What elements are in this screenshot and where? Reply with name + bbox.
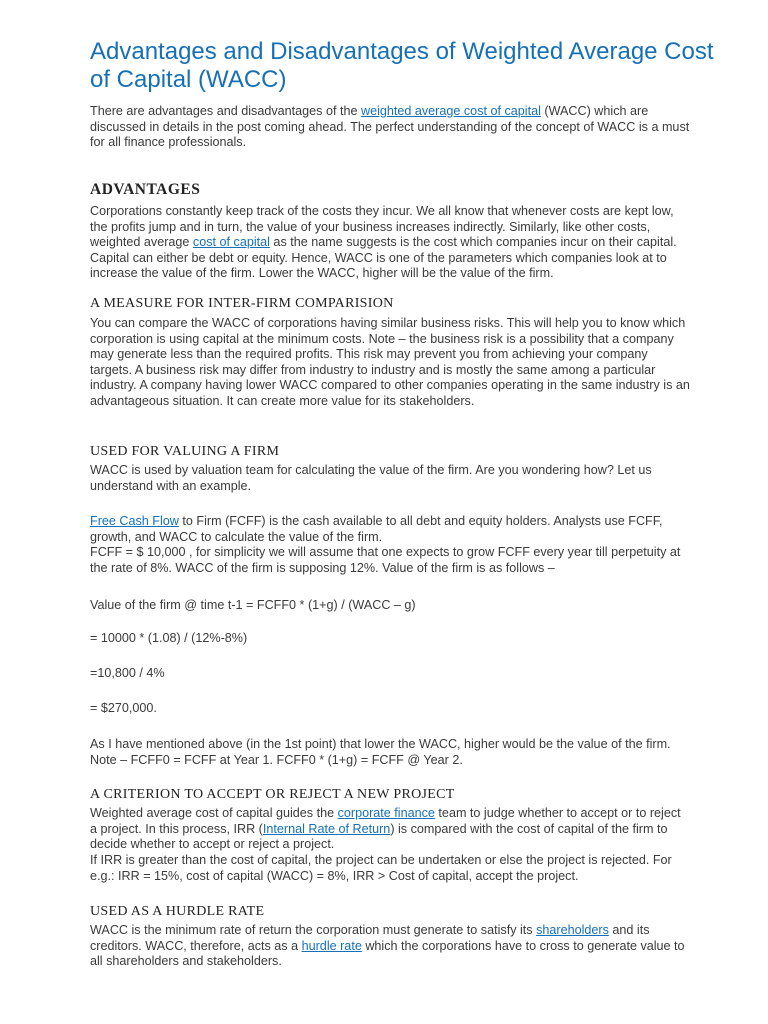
hurdle-text-c: which the corporations have to cross to generate value to all shareholders and stakeholders.	[90, 938, 685, 969]
criterion-paragraph-1	[90, 806, 690, 853]
criterion-paragraph-2: If IRR is greater than the cost of capital, the project can be undertaken or else the project is rejected. For e.g.: IRR = 15%, cost of capital (WACC) = 8%, IRR > Cost of capital, accept the project.	[90, 853, 672, 883]
intro-text: There are advantages and disadvantages of the	[90, 104, 361, 118]
intro-paragraph	[90, 104, 690, 151]
internal-rate-of-return-link[interactable]: Internal Rate of Return	[262, 821, 391, 836]
intro-text-end: (WACC) which are discussed in details in the post coming ahead. The perfect understanding of the concept of WACC is a must for all finance professionals.	[90, 104, 690, 150]
hurdle-rate-link[interactable]: hurdle rate	[301, 938, 362, 953]
page-title: Advantages and Disadvantages of Weighted Average Cost of Capital (WACC)	[90, 38, 714, 93]
advantages-text: Corporations constantly keep track of the costs they incur. We all know that whenever costs are kept low, the profits jump and in turn, the value of your business increases indirectly. Similarly, like other costs, weighted average	[90, 204, 674, 250]
advantages-heading: ADVANTAGES	[90, 181, 201, 198]
hurdle-paragraph	[90, 923, 690, 970]
inter-firm-heading: A MEASURE FOR INTER-FIRM COMPARISION	[90, 296, 394, 311]
inter-firm-paragraph: You can compare the WACC of corporations having similar business risks. This will help you to know which corporation is using capital at the minimum costs. Note – the business risk is a possibility that a company may generate less than the required profits. This risk may prevent you from achieving your company targets. A business risk may differ from industry to industry and is mostly the same among a particular industry. A company having lower WACC compared to other companies operating in the same industry is an advantageous situation. It can create more value for its stakeholders.	[90, 316, 690, 408]
wacc-link[interactable]: weighted average cost of capital	[360, 104, 541, 118]
valuing-paragraph-2-text: to Firm (FCFF) is the cash available to all debt and equity holders. Analysts use FCFF, growth, and WACC to calculate the value of the firm.	[90, 514, 663, 544]
criterion-heading: A CRITERION TO ACCEPT OR REJECT A NEW PROJECT	[90, 787, 455, 802]
criterion-text-b: team to judge whether to accept or to reject a project. In this process, IRR (	[90, 806, 681, 836]
valuing-heading: USED FOR VALUING A FIRM	[90, 444, 280, 459]
criterion-text-c: ) is compared with the cost of capital of the firm to decide whether to accept or reject a project.	[90, 821, 668, 852]
shareholders-link[interactable]: shareholders	[536, 923, 609, 937]
corporate-finance-link[interactable]: corporate finance	[337, 806, 435, 820]
equation-3: =10,800 / 4%	[90, 666, 165, 680]
equation-1: Value of the firm @ time t-1 = FCFF0 * (1+g) / (WACC – g)	[90, 598, 416, 612]
criterion-text-a: Weighted average cost of capital guides the	[90, 806, 338, 820]
hurdle-heading: USED AS A HURDLE RATE	[90, 904, 265, 919]
equation-2: = 10000 * (1.08) / (12%-8%)	[90, 631, 248, 645]
valuing-paragraph-3: FCFF = $ 10,000 , for simplicity we will assume that one expects to grow FCFF every year till perpetuity at the rate of 8%. WACC of the firm is supposing 12%. Value of the firm is as follows –	[90, 545, 681, 575]
cost-of-capital-link[interactable]: cost of capital	[192, 235, 270, 250]
hurdle-text-a: WACC is the minimum rate of return the corporation must generate to satisfy its	[90, 923, 537, 937]
equation-4: = $270,000.	[90, 701, 157, 715]
valuing-paragraph-1: WACC is used by valuation team for calculating the value of the firm. Are you wondering how? Let us understand with an example.	[90, 463, 652, 493]
advantages-paragraph	[90, 204, 690, 282]
hurdle-text-b: and its creditors. WACC, therefore, acts as a	[90, 923, 650, 953]
valuing-paragraph-4: As I have mentioned above (in the 1st point) that lower the WACC, higher would be the value of the firm. Note – FCFF0 = FCFF at Year 1. FCFF0 * (1+g) = FCFF @ Year 2.	[90, 737, 671, 767]
valuing-paragraph-2	[90, 514, 690, 545]
free-cash-flow-link[interactable]: Free Cash Flow	[90, 514, 179, 528]
advantages-text-end: as the name suggests is the cost which companies incur on their capital. Capital can either be debt or equity. Hence, WACC is one of the parameters which companies look at to increase the value of the firm. Lower the WACC, higher will be the value of the firm.	[90, 235, 677, 281]
